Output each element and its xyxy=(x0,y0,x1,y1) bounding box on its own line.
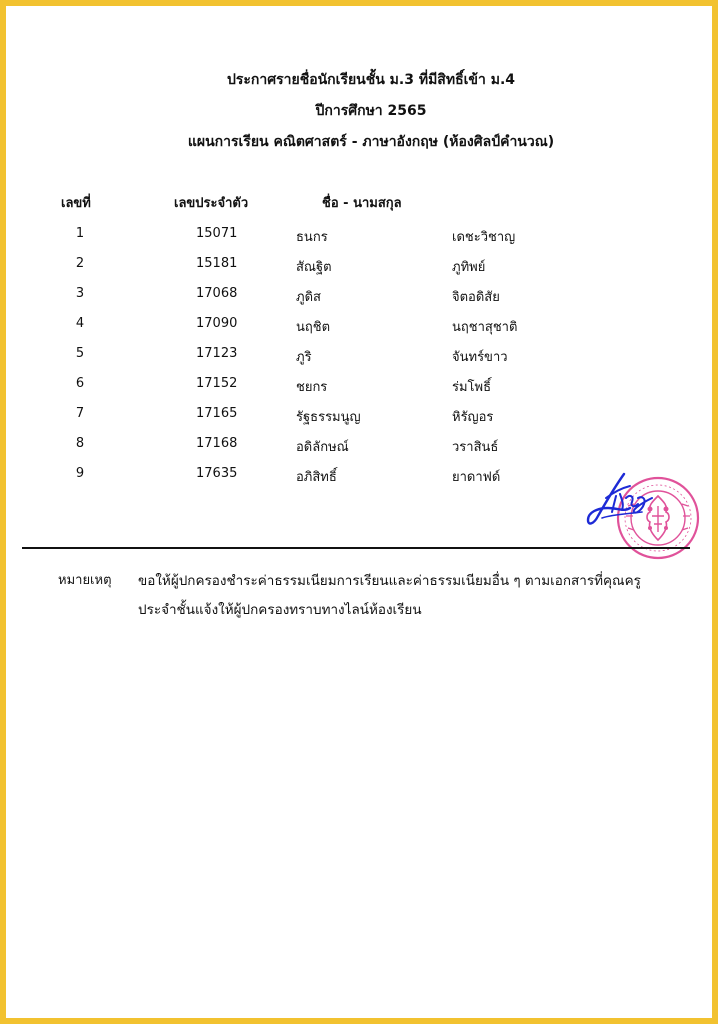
first-name: สัณฐิต xyxy=(296,260,332,275)
table-row xyxy=(6,403,712,433)
first-name: นฤชิต xyxy=(296,320,331,335)
table-row xyxy=(6,313,712,343)
student-id: 17090 xyxy=(196,316,238,331)
student-id: 17165 xyxy=(196,406,238,421)
remark-label: หมายเหตุ xyxy=(58,573,112,588)
row-number: 6 xyxy=(75,376,85,391)
academic-year: ปีการศึกษา 2565 xyxy=(315,103,427,119)
first-name: ชยกร xyxy=(296,380,328,395)
last-name: ยาดาฟด์ xyxy=(452,470,501,485)
first-name: อดิลักษณ์ xyxy=(296,440,349,455)
row-number: 3 xyxy=(75,286,85,301)
remark-text-line-1: ขอให้ผู้ปกครองชำระค่าธรรมเนียมการเรียนและค่าธรรมเนียมอื่น ๆ ตามเอกสารที่คุณครู xyxy=(138,573,641,589)
row-number: 8 xyxy=(75,436,85,451)
student-id: 17123 xyxy=(196,346,238,361)
row-number: 1 xyxy=(75,226,85,241)
table-row xyxy=(6,223,712,253)
first-name: ภูดิส xyxy=(296,290,321,305)
row-number: 2 xyxy=(75,256,85,271)
column-header-student-id: เลขประจำตัว xyxy=(174,196,249,211)
column-header-name: ชื่อ - นามสกุล xyxy=(322,196,402,211)
last-name: จันทร์ขาว xyxy=(452,350,508,365)
last-name: เดชะวิชาญ xyxy=(452,230,516,245)
student-list xyxy=(6,223,712,493)
last-name: จิตอดิสัย xyxy=(452,290,500,305)
last-name: ร่มโพธิ์ xyxy=(452,380,492,395)
student-id: 17168 xyxy=(196,436,238,451)
remark-text-line-2: ประจำชั้นแจ้งให้ผู้ปกครองทราบทางไลน์ห้องเรียน xyxy=(138,602,422,618)
last-name: หิรัญอร xyxy=(452,410,494,425)
row-number: 5 xyxy=(75,346,85,361)
row-number: 9 xyxy=(75,466,85,481)
table-row xyxy=(6,283,712,313)
table-row xyxy=(6,433,712,463)
first-name: ธนกร xyxy=(296,230,328,245)
study-plan: แผนการเรียน คณิตศาสตร์ - ภาษาอังกฤษ (ห้องศิลป์คำนวณ) xyxy=(187,134,555,150)
section-divider xyxy=(22,547,690,549)
last-name: วราสินธ์ xyxy=(452,440,499,455)
last-name: ภูทิพย์ xyxy=(452,260,486,275)
student-id: 15071 xyxy=(196,226,238,241)
first-name: อภิสิทธิ์ xyxy=(296,470,337,485)
student-id: 17152 xyxy=(196,376,238,391)
signature-icon xyxy=(584,468,658,530)
last-name: นฤชาสุชาติ xyxy=(452,320,518,335)
student-id: 17635 xyxy=(196,466,238,481)
student-id: 17068 xyxy=(196,286,238,301)
student-id: 15181 xyxy=(196,256,238,271)
column-header-number: เลขที่ xyxy=(61,196,91,211)
announcement-title: ประกาศรายชื่อนักเรียนชั้น ม.3 ที่มีสิทธิ์เข้า ม.4 xyxy=(226,72,516,88)
document-page xyxy=(6,6,712,1018)
first-name: ภูริ xyxy=(296,350,312,365)
first-name: รัฐธรรมนูญ xyxy=(296,410,361,425)
table-row xyxy=(6,373,712,403)
table-row xyxy=(6,343,712,373)
table-row xyxy=(6,253,712,283)
row-number: 7 xyxy=(75,406,85,421)
row-number: 4 xyxy=(75,316,85,331)
